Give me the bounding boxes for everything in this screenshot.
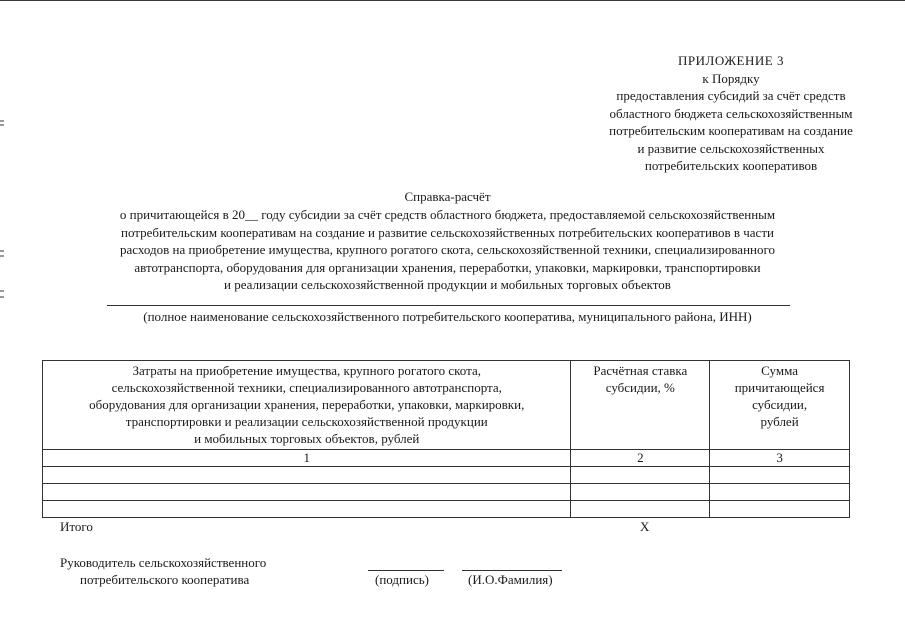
- table-row: [43, 467, 850, 484]
- total-label: Итого: [60, 519, 93, 534]
- top-border-line: [0, 0, 905, 1]
- full-name-caption: (И.О.Фамилия): [468, 572, 553, 587]
- table-cell[interactable]: [710, 484, 850, 501]
- cooperative-name-caption: (полное наименование сельскохозяйственного потребительского кооператива, муниципального района, ИНН): [143, 309, 752, 324]
- appendix-line: областного бюджета сельскохозяйственным: [609, 105, 853, 121]
- scan-edge-marks: [0, 100, 6, 330]
- appendix-block: [581, 52, 881, 175]
- signatory-role-line: потребительского кооператива: [80, 572, 250, 587]
- header-expenses-line: и мобильных торговых объектов, рублей: [194, 431, 420, 446]
- column-number-row: [43, 450, 850, 467]
- appendix-line: потребительских кооперативов: [644, 158, 818, 173]
- header-expenses-line: Затраты на приобретение имущества, крупного рогатого скота,: [132, 363, 481, 378]
- header-rate: [571, 361, 710, 450]
- table-cell[interactable]: [571, 484, 710, 501]
- table-cell[interactable]: [710, 467, 850, 484]
- heading-line: автотранспорта, оборудования для организации хранения, переработки, упаковки, маркировки, транспортировки: [134, 259, 761, 275]
- heading-line: потребительским кооперативам на создание и развитие сельскохозяйственных потребительских кооперативов в части: [121, 224, 774, 240]
- header-expenses-line: оборудования для организации хранения, переработки, упаковки, маркировки,: [89, 397, 525, 412]
- header-expenses-line: транспортировки и реализации сельскохозяйственной продукции: [125, 414, 488, 429]
- table-cell[interactable]: [43, 467, 571, 484]
- heading-line: о причитающейся в 20__ году субсидии за счёт средств областного бюджета, предоставляемой сельскохозяйственным: [119, 207, 776, 223]
- signature-line[interactable]: [368, 570, 444, 571]
- header-expenses-line: сельскохозяйственной техники, специализированного автотранспорта,: [111, 380, 502, 395]
- table-header-row: [43, 361, 850, 450]
- document-heading: [40, 188, 855, 293]
- header-expenses: [43, 361, 571, 450]
- header-rate-line: Расчётная ставка: [593, 363, 688, 378]
- signature-caption: (подпись): [375, 572, 429, 587]
- header-amount: [710, 361, 850, 450]
- table-cell[interactable]: [571, 501, 710, 518]
- table-cell[interactable]: [43, 501, 571, 518]
- total-x-mark: Х: [640, 519, 650, 534]
- cooperative-name-fill-line[interactable]: [107, 305, 790, 306]
- table-cell[interactable]: [43, 484, 571, 501]
- appendix-line: и развитие сельскохозяйственных: [637, 140, 825, 156]
- table-cell[interactable]: [710, 501, 850, 518]
- heading-line: и реализации сельскохозяйственной продукции и мобильных торговых объектов: [224, 277, 671, 293]
- column-number: 3: [710, 450, 850, 467]
- document-title: Справка-расчёт: [404, 189, 491, 204]
- appendix-title: ПРИЛОЖЕНИЕ 3: [678, 53, 784, 68]
- signatory-role: [60, 554, 266, 588]
- heading-line: расходов на приобретение имущества, крупного рогатого скота, сельскохозяйственной техники, специализированного: [119, 242, 775, 258]
- appendix-line: к Порядку: [702, 70, 760, 86]
- header-amount-line: причитающейся: [734, 380, 825, 395]
- table-row: [43, 501, 850, 518]
- table-row: [43, 484, 850, 501]
- header-amount-line: субсидии,: [752, 397, 808, 412]
- subsidy-calculation-table: [42, 360, 850, 518]
- table-cell[interactable]: [571, 467, 710, 484]
- header-amount-line: рублей: [760, 414, 799, 429]
- signatory-role-line: Руководитель сельскохозяйственного: [60, 555, 267, 570]
- header-amount-line: Сумма: [761, 363, 798, 378]
- column-number: 1: [43, 450, 571, 467]
- header-rate-line: субсидии, %: [605, 380, 675, 395]
- full-name-line[interactable]: [462, 570, 562, 571]
- appendix-line: предоставления субсидий за счёт средств: [616, 88, 846, 103]
- appendix-line: потребительским кооперативам на создание: [609, 123, 853, 138]
- column-number: 2: [571, 450, 710, 467]
